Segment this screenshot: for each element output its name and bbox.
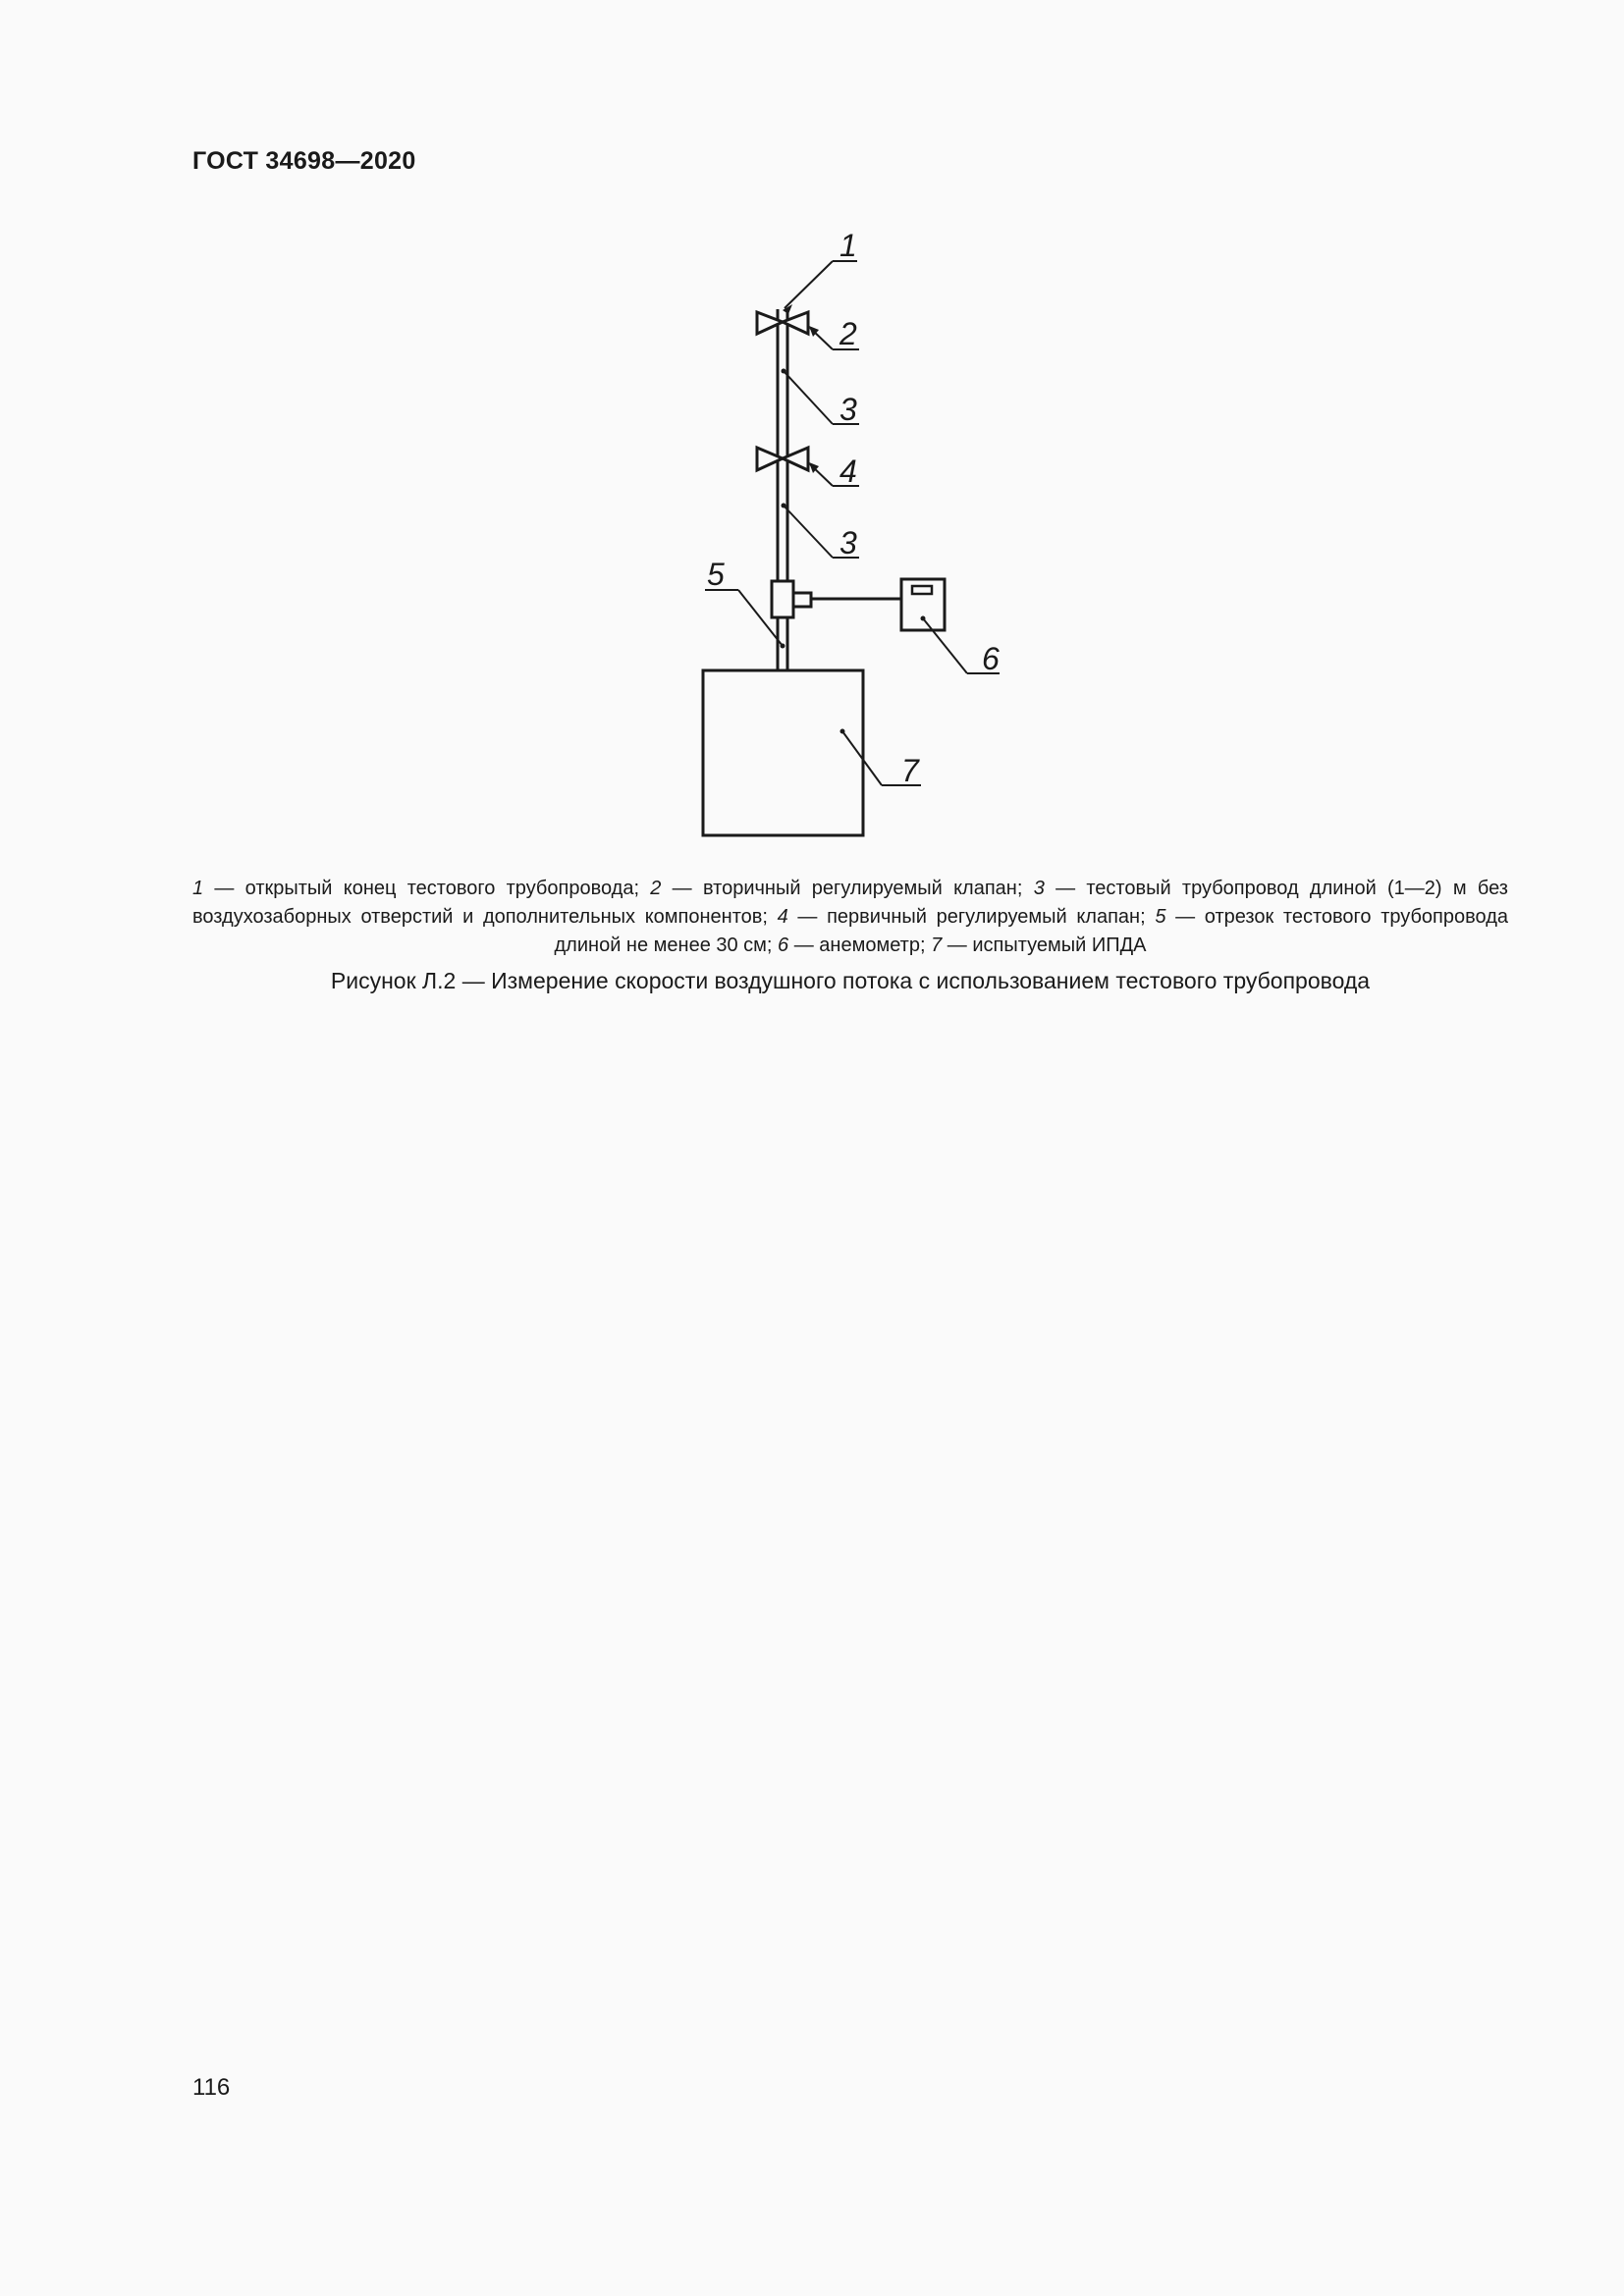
anemometer-sensor-icon — [772, 581, 793, 617]
primary-valve-icon — [757, 448, 808, 470]
document-header: ГОСТ 34698—2020 — [192, 147, 416, 175]
legend-item-4: 4 — первичный регулируемый клапан; — [777, 906, 1146, 928]
figure-legend — [192, 875, 1508, 960]
tested-device-box — [703, 670, 863, 835]
callout-3b: 3 — [839, 525, 857, 561]
secondary-valve-icon — [757, 312, 808, 334]
sensor-connector-icon — [793, 593, 811, 607]
callout-7: 7 — [901, 753, 919, 788]
legend-item-3: 3 — тестовый трубопровод длиной (1—2) м без воздухозаборных отверстий и дополнительных компонентов; — [192, 878, 1508, 928]
legend-item-6: 6 — анемометр; — [778, 934, 926, 956]
callout-3a: 3 — [839, 392, 857, 427]
figure-caption: Рисунок Л.2 — Измерение скорости воздушного потока с использованием тестового трубопровода — [330, 968, 1371, 993]
callout-4: 4 — [839, 454, 857, 489]
callout-6: 6 — [982, 641, 1000, 676]
test-pipeline-diagram — [0, 0, 1624, 883]
legend-item-7: 7 — испытуемый ИПДА — [931, 934, 1147, 956]
legend-item-5: 5 — отрезок тестового трубопровода длиной не менее 30 см; — [554, 906, 1509, 956]
legend-item-2: 2 — вторичный регулируемый клапан; — [650, 878, 1023, 899]
callout-1: 1 — [839, 228, 857, 263]
callout-2: 2 — [839, 316, 857, 351]
callout-5: 5 — [707, 557, 725, 592]
page-number: 116 — [192, 2074, 231, 2101]
legend-item-1: 1 — открытый конец тестового трубопровода; — [192, 878, 639, 899]
